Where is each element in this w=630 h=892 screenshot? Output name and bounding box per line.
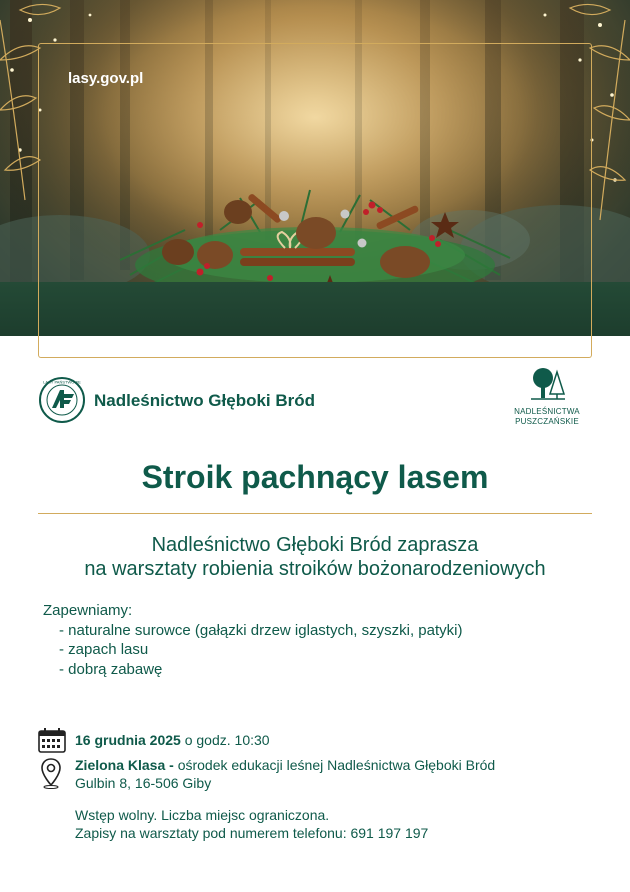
place-address: Gulbin 8, 16-506 Giby	[75, 775, 212, 791]
offer-heading: Zapewniamy:	[43, 602, 133, 619]
notes-section	[75, 806, 428, 842]
page-title: Stroik pachnący lasem	[141, 459, 489, 495]
lasy-panstwowe-logo	[38, 376, 86, 424]
event-place	[75, 756, 495, 792]
logo-right-line2: PUSZCZAŃSKIE	[515, 417, 579, 426]
nadlesnictwa-puszczanskie-logo	[502, 366, 592, 434]
site-url[interactable]: lasy.gov.pl	[68, 70, 144, 87]
hero-image	[0, 0, 630, 336]
offer-item-2: - zapach lasu	[59, 641, 149, 658]
tree-logo-icon	[527, 366, 567, 402]
place-description: ośrodek edukacji leśnej Nadleśnictwa Głęboki Bród	[173, 757, 496, 773]
location-pin-icon	[40, 757, 62, 789]
calendar-icon	[38, 727, 66, 753]
invite-text	[0, 533, 630, 581]
note-entry: Wstęp wolny. Liczba miejsc ograniczona.	[75, 807, 330, 823]
invite-line-2: na warsztaty robienia stroików bożonarodzeniowych	[84, 558, 546, 580]
org-name: Nadleśnictwo Głęboki Bród	[94, 391, 316, 410]
event-date	[75, 732, 270, 748]
event-time: o godz. 10:30	[180, 732, 270, 748]
note-registration: Zapisy na warsztaty pod numerem telefonu: 691 197 197	[75, 825, 429, 841]
offer-section	[43, 601, 462, 679]
offer-item-1: - naturalne surowce (gałązki drzew iglastych, szyszki, patyki)	[59, 621, 463, 639]
invite-line-1: Nadleśnictwo Głęboki Bród zaprasza	[151, 534, 479, 556]
offer-item-3: - dobrą zabawę	[59, 660, 163, 678]
svg-text:LASY PAŃSTWOWE: LASY PAŃSTWOWE	[43, 379, 81, 385]
offer-list	[43, 621, 462, 680]
event-date-value: 16 grudnia 2025	[75, 732, 181, 748]
title-divider	[38, 513, 592, 514]
logo-right-line1: NADLEŚNICTWA	[514, 407, 580, 416]
place-name: Zielona Klasa -	[75, 757, 174, 773]
gold-frame-bottom	[38, 336, 592, 358]
